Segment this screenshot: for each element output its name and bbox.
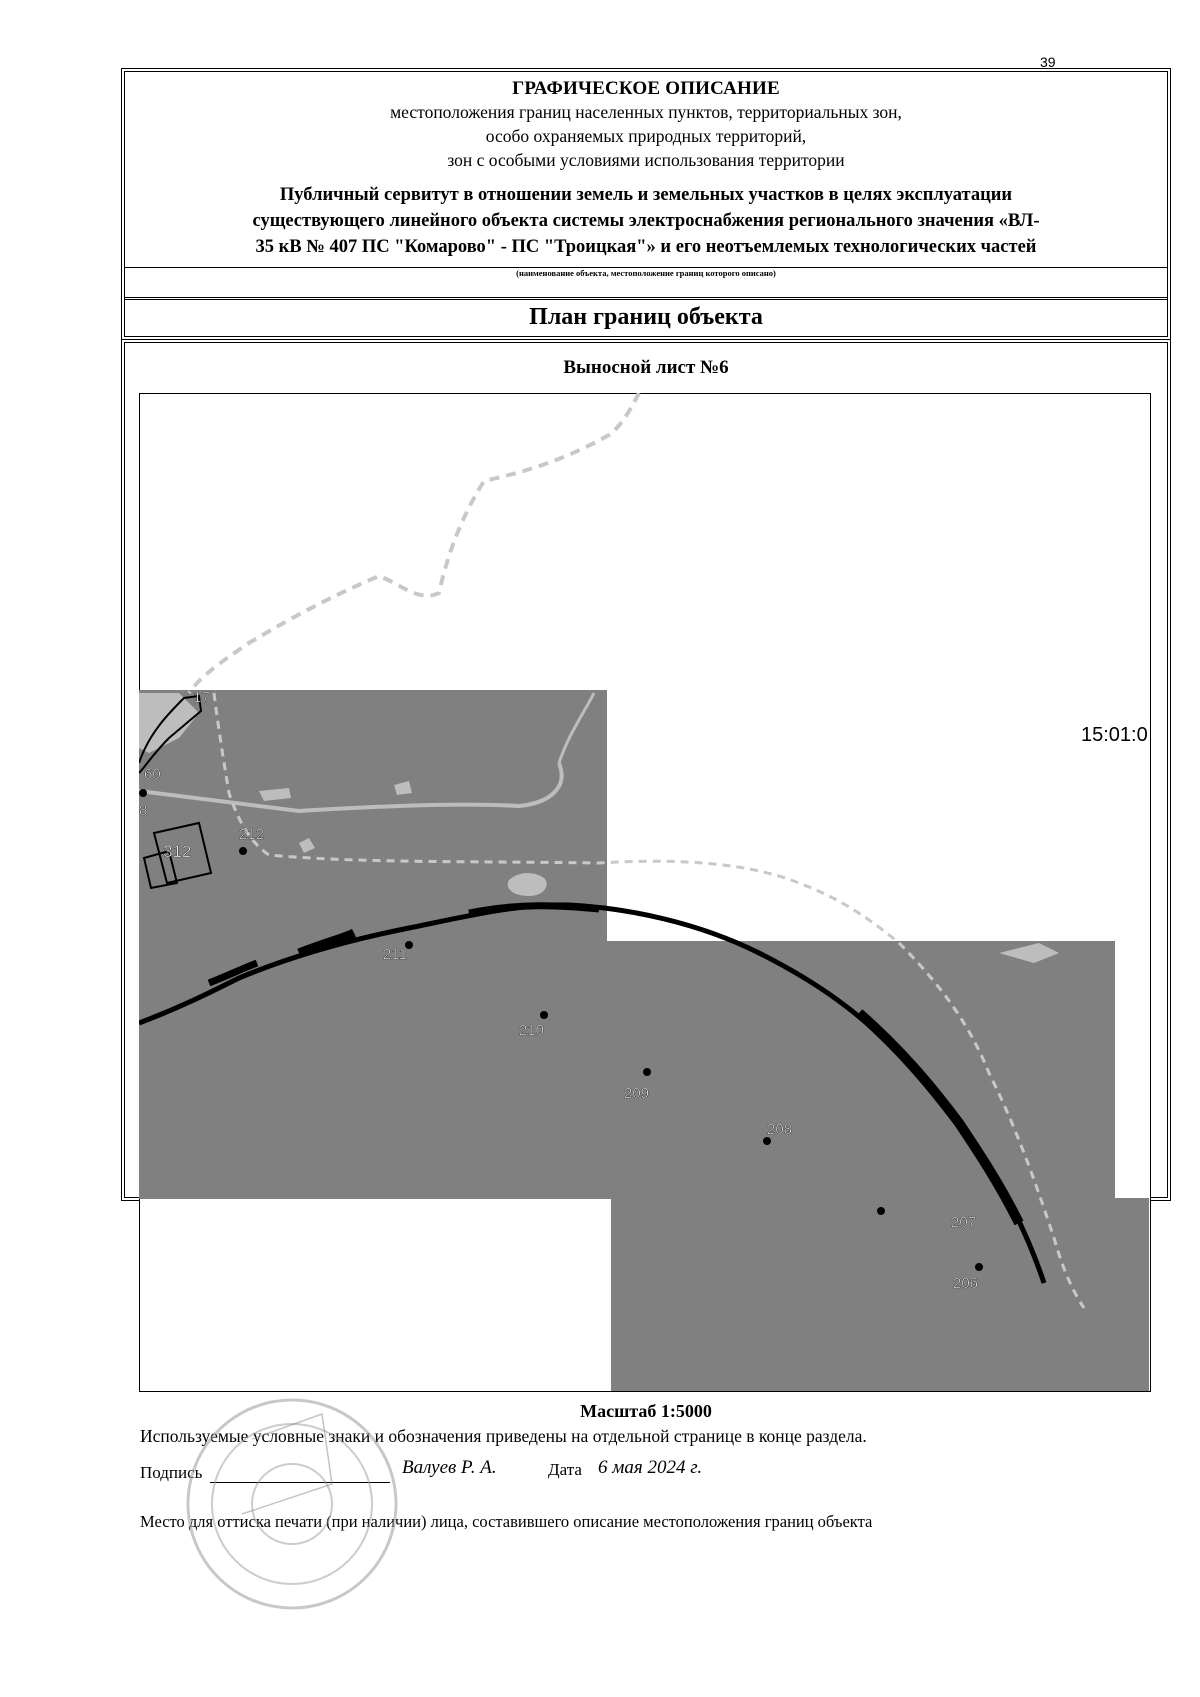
date-label: Дата — [548, 1460, 582, 1479]
map-scale: Масштаб 1:5000 — [580, 1401, 712, 1421]
point-label-312: 312 — [163, 842, 192, 861]
plan-title: План границ объекта — [529, 304, 763, 330]
legend-note: Используемые условные знаки и обозначения приведены на отдельной странице в конце раздела. — [140, 1426, 867, 1446]
object-line-3: 35 кВ № 407 ПС "Комарово" - ПС "Троицкая"» и его неотъемлемых технологических частей — [255, 237, 1037, 257]
object-name — [125, 182, 1167, 260]
date-value: 6 мая 2024 г. — [598, 1457, 703, 1478]
point-marker — [540, 1011, 548, 1019]
subtitle-line-1: местоположения границ населенных пунктов, территориальных зон, — [390, 102, 902, 122]
point-label-210: 210 — [519, 1022, 545, 1039]
document-title: ГРАФИЧЕСКОЕ ОПИСАНИЕ — [512, 78, 780, 99]
point-label-206: 206 — [953, 1275, 979, 1292]
stamp-note: Место для оттиска печати (при наличии) лица, составившего описание местоположения границ объекта — [140, 1512, 873, 1531]
point-label-211: 211 — [383, 946, 407, 963]
divider — [125, 297, 1167, 298]
header-frame — [124, 71, 1168, 337]
point-marker — [763, 1137, 771, 1145]
object-caption: (наименование объекта, местоположение границ которого описано) — [516, 268, 776, 278]
point-label-209: 209 — [624, 1085, 650, 1102]
page-number: 39 — [1040, 54, 1056, 70]
signature-label: Подпись — [140, 1463, 203, 1482]
point-marker — [975, 1263, 983, 1271]
point-marker — [139, 789, 147, 797]
point-label-212: 212 — [239, 826, 265, 843]
seal-stamp — [182, 1394, 402, 1614]
signer-name: Валуев Р. А. — [402, 1457, 497, 1478]
plan-frame — [124, 342, 1168, 1421]
object-line-2: существующего линейного объекта системы электроснабжения регионального значения «ВЛ- — [252, 211, 1040, 231]
point-marker — [877, 1207, 885, 1215]
point-marker — [643, 1068, 651, 1076]
object-line-1: Публичный сервитут в отношении земель и земельных участков в целях эксплуатации — [279, 185, 1013, 205]
point-marker — [239, 847, 247, 855]
sheet-title: Выносной лист №6 — [563, 357, 729, 378]
map-canvas — [139, 393, 1151, 1393]
point-label-8: 8 — [139, 802, 148, 819]
point-label-207: 207 — [951, 1214, 977, 1231]
point-label-17: 17 — [193, 689, 210, 706]
subtitle-line-2: особо охраняемых природных территорий, — [485, 126, 807, 146]
point-label-208: 208 — [767, 1121, 793, 1138]
map-timestamp: 15:01:0 — [1081, 724, 1148, 746]
divider — [125, 299, 1167, 300]
subtitle-line-3: зон с особыми условиями использования территории — [447, 150, 845, 170]
point-label-60: 60 — [144, 766, 161, 783]
map-area — [139, 393, 1151, 1393]
